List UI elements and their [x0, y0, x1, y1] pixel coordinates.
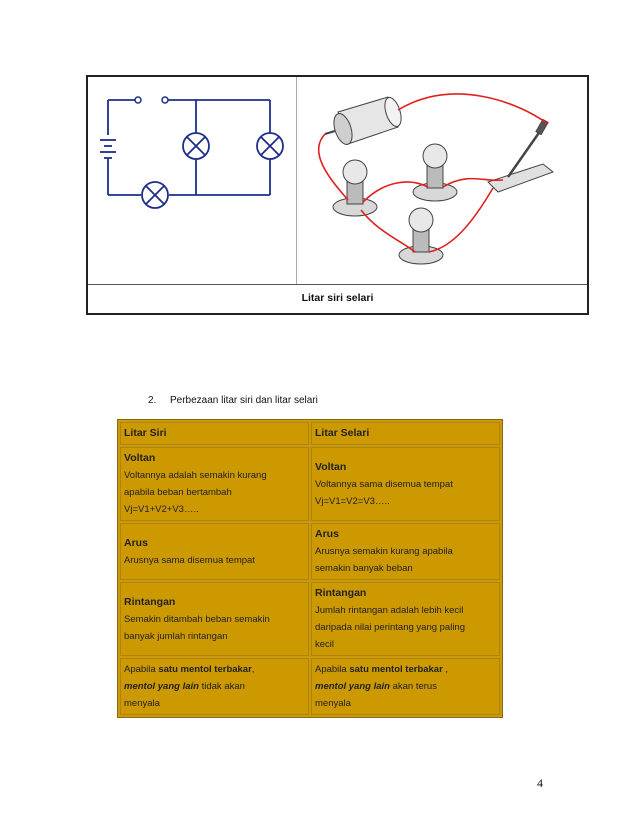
cell-siri-rintangan: Rintangan Semakin ditambah beban semakin banyak jumlah rintangan — [120, 582, 309, 656]
figure-images — [88, 77, 587, 285]
cell-selari-voltan: Voltan Voltannya sama disemua tempat Vj=V1=V2=V3….. — [311, 447, 500, 521]
cell-selari-rintangan: Rintangan Jumlah rintangan adalah lebih kecil daripada nilai perintang yang paling kecil — [311, 582, 500, 656]
table-header-row — [120, 422, 500, 445]
figure-caption: Litar siri selari — [301, 292, 374, 304]
lamp-icon — [257, 133, 283, 159]
cell-selari-arus: Arus Arusnya semakin kurang apabila semakin banyak beban — [311, 523, 500, 580]
circuit-figure — [86, 75, 589, 315]
bulb-icon — [413, 144, 457, 201]
switch-icon — [135, 97, 168, 103]
table-row — [120, 523, 500, 580]
switch-icon — [488, 119, 553, 192]
figure-divider — [296, 77, 297, 284]
header-litar-siri: Litar Siri — [120, 422, 309, 445]
cell-siri-arus: Arus Arusnya sama disemua tempat — [120, 523, 309, 580]
bulb-icon — [333, 160, 377, 216]
bulb-icon — [399, 208, 443, 264]
battery-icon — [100, 140, 116, 158]
section-number: 2. — [148, 395, 157, 406]
apparatus-illustration — [303, 82, 583, 282]
section-title: Perbezaan litar siri dan litar selari — [170, 395, 318, 406]
cell-siri-voltan: Voltan Voltannya adalah semakin kurang apabila beban bertambah Vj=V1+V2+V3….. — [120, 447, 309, 521]
cell-siri-mentol: Apabila satu mentol terbakar, mentol yang lain tidak akan menyala — [120, 658, 309, 715]
comparison-table — [117, 419, 503, 718]
table-row — [120, 447, 500, 521]
motor-icon — [325, 96, 404, 147]
cell-selari-mentol: Apabila satu mentol terbakar , mentol yang lain akan terus menyala — [311, 658, 500, 715]
table-row — [120, 582, 500, 656]
header-litar-selari: Litar Selari — [311, 422, 500, 445]
table-row — [120, 658, 500, 715]
circuit-diagram — [88, 77, 296, 284]
page-number: 4 — [537, 776, 543, 790]
lamp-icon — [142, 182, 168, 208]
section-heading — [148, 395, 318, 406]
lamp-icon — [183, 133, 209, 159]
